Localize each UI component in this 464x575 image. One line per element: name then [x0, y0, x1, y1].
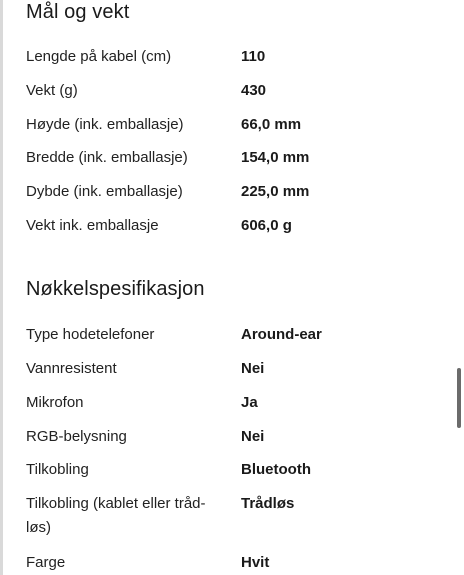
spec-label: Dybde (ink. emballasje) [26, 183, 183, 200]
left-border [0, 0, 3, 575]
spec-label: Lengde på kabel (cm) [26, 48, 172, 65]
spec-value: 225,0 mm [241, 183, 310, 200]
spec-value: Ja [241, 394, 258, 411]
spec-value: 154,0 mm [241, 149, 310, 166]
spec-row [26, 492, 446, 540]
spec-label: Vekt ink. emballasje [26, 217, 159, 234]
spec-label: Vekt (g) [26, 82, 78, 99]
spec-value: Nei [241, 360, 265, 377]
spec-value: Around-ear [241, 326, 322, 343]
section-title-dimensions: Mål og vekt [26, 1, 130, 23]
section-title-key-specs: Nøkkelspesifikasjon [26, 278, 205, 300]
spec-label: Type hodetelefoner [26, 326, 155, 343]
spec-label: Farge [26, 554, 66, 571]
spec-value: Bluetooth [241, 461, 311, 478]
spec-label: Mikrofon [26, 394, 84, 411]
spec-value: 430 [241, 82, 267, 99]
spec-label-line: Tilkobling (kablet eller tråd- [26, 495, 206, 512]
spec-value: 606,0 g [241, 217, 292, 234]
spec-value: Trådløs [241, 495, 295, 512]
spec-label-line: løs) [26, 519, 51, 536]
spec-label [26, 492, 231, 540]
spec-label: Bredde (ink. emballasje) [26, 149, 188, 166]
scrollbar-thumb[interactable] [457, 368, 461, 428]
spec-label: Vannresistent [26, 360, 117, 377]
spec-label: Tilkobling [26, 461, 89, 478]
spec-label: RGB-belysning [26, 428, 127, 445]
spec-value: 110 [241, 48, 266, 65]
spec-value: Nei [241, 428, 265, 445]
spec-value: Hvit [241, 554, 270, 571]
spec-value: 66,0 mm [241, 116, 302, 133]
spec-label: Høyde (ink. emballasje) [26, 116, 184, 133]
